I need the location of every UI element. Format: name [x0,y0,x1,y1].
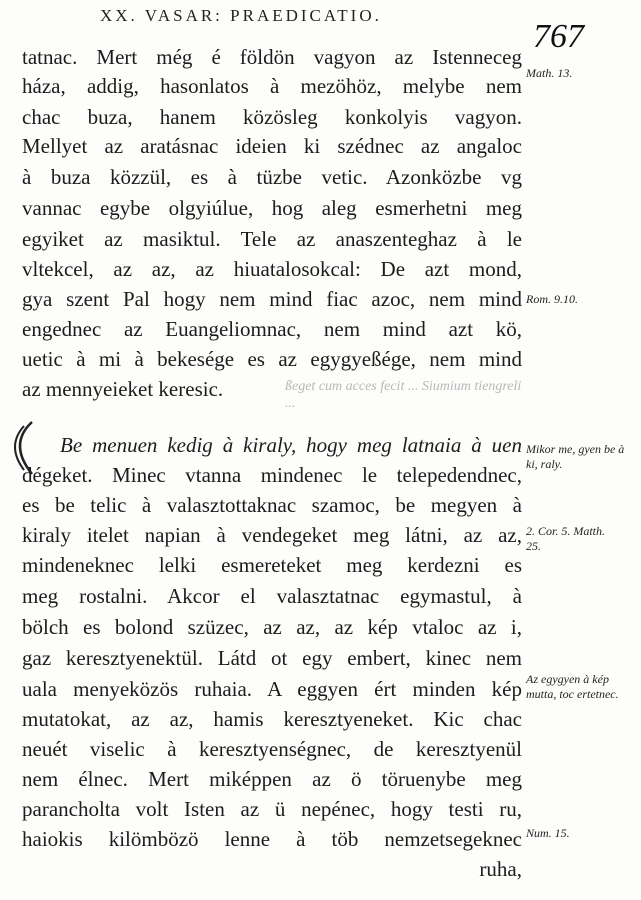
text-line: gya szent Pal hogy nem mind fiac azoc, nem mind [22,287,522,311]
text-line: vltekcel, az az, az hiuatalosokcal: De azt mond, [22,257,522,281]
text-line: haiokis kilömbözö lenne à töb nemzetsegeknec [22,827,522,851]
text-line: háza, addig, hasonlatos à mezöhöz, melybe nem [22,74,522,98]
text-line: engednec az Euangeliomnac, nem mind azt kö, [22,317,522,341]
text-line: uetic à mi à bekesége es az egygyeßége, nem mind [22,347,522,371]
margin-note-cor: 2. Cor. 5. Matth. 25. [526,524,606,553]
text-line: egyiket az masiktul. Tele az anaszenteghaz à le [22,227,522,251]
running-header: XX. VASAR: PRAEDICATIO. [100,6,382,25]
text-line: mutatokat, az az, hamis keresztyeneket. Kic chac [22,707,522,731]
text-line: chac buza, hanem közösleg konkolyis vagyon. [22,105,522,129]
margin-note-num: Num. 15. [526,826,570,840]
text-line: parancholta volt Isten az ü nepénec, hogy testi ru, [22,797,522,821]
text-line: à buza közzül, es à tüzbe vetic. Azonközbe vg [22,165,522,189]
text-line: Mellyet az aratásnac ideien ki szédnec az angaloc [22,134,522,158]
margin-note-egygyen: Az egygyen à kép mutta, toc ertetnec. [526,672,619,701]
text-line: tatnac. Mert még é földön vagyon az Istenneceg [22,45,522,69]
margin-note-math: Math. 13. [526,66,573,80]
handwritten-annotation: ßeget cum acces fecit ... Siumium tiengreli ... [285,379,522,411]
text-line: neuét viselic à keresztyenségnec, de keresztyenül [22,737,522,761]
text-line: uala menyeközös ruhaia. A eggyen ért minden kép [22,677,522,701]
text-line: vannac egybe olgyiúlue, hog aleg esmerhetni meg [22,196,522,220]
margin-note-mikor: Mikor me, gyen be à ki, raly. [526,442,625,471]
text-line: gaz keresztyenektül. Látd ot egy embert, kinec nem [22,646,522,670]
text-line: nem élnec. Mert miképpen az ö töruenybe meg [22,767,522,791]
text-line: bölch es bolond szüzec, az az, az kép vtaloc az i, [22,615,522,639]
text-line-italic: Be menuen kedig à kiraly, hogy meg latnaia à uen [60,433,522,457]
text-line: mindeneknec lelki esmereteket meg kerdezni es [22,553,522,577]
text-line: meg rostalni. Akcor el valasztatnac egymastul, à [22,584,522,608]
text-line: dégeket. Minec vtanna mindenec le telepedendnec, [22,463,522,487]
text-line: es be telic à valasztottaknac szamoc, be megyen à [22,493,522,517]
catchword: ruha, [479,857,522,881]
text-line: kiraly itelet napian à vendegeket meg látni, az az, [22,523,522,547]
page-number: 767 [533,18,584,55]
text-line: az mennyeieket keresic. [22,377,224,401]
margin-note-rom: Rom. 9.10. [526,292,578,306]
